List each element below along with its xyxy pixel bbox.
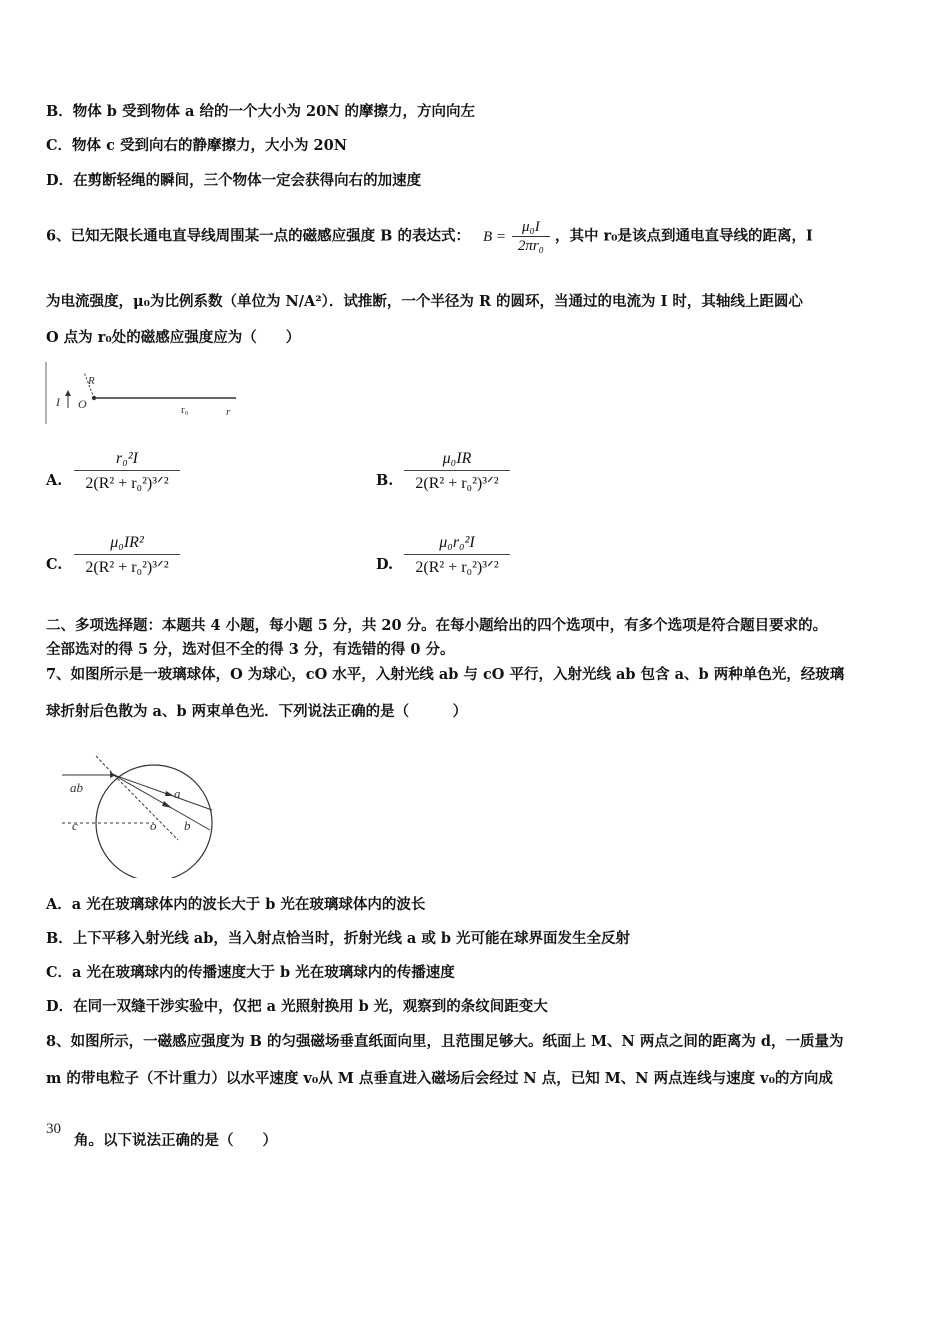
q6-formula-numerator: μ₀I — [512, 218, 550, 237]
q6-stem-part2: ，其中 r₀是该点到通电直导线的距离，I — [554, 227, 813, 245]
q7-fig-normal-line — [114, 775, 178, 840]
q6-fig-arrowhead — [65, 390, 71, 396]
q6-option-b-den: 2(R² + r₀²)³ᐟ² — [415, 475, 499, 492]
q7-option-c: C．a 光在玻璃球内的传播速度大于 b 光在玻璃球内的传播速度 — [46, 964, 455, 981]
q6-option-d-label: D. — [376, 556, 394, 573]
q6-option-a-num: r₀²I — [74, 450, 180, 471]
q6-option-d-formula — [404, 534, 510, 577]
q6-stem-line2: 为电流强度，μ₀为比例系数（单位为 N/A²）．试推断，一个半径为 R 的圆环，当通过的电流为 I 时，其轴线上距圆心 — [46, 293, 803, 310]
q7-fig-label-c: c — [72, 818, 78, 833]
q7-fig-normal-ext — [96, 756, 114, 775]
q6-fig-label-I: I — [56, 395, 60, 409]
q6-stem-line3: O 点为 r₀处的磁感应强度应为（ ） — [46, 329, 301, 346]
section2-line1: 二、多项选择题：本题共 4 小题，每小题 5 分，共 20 分。在每小题给出的四个选项中，有多个选项是符合题目要求的。 — [46, 617, 828, 634]
q6-option-b-label: B. — [376, 472, 394, 489]
q6-stem-line1 — [46, 218, 813, 255]
q6-option-a-den: 2(R² + r₀²)³ᐟ² — [85, 475, 169, 492]
q6-option-d-den: 2(R² + r₀²)³ᐟ² — [415, 559, 499, 576]
q6-option-c-num: μ₀IR² — [74, 534, 180, 555]
q6-formula-denominator: 2πr₀ — [517, 238, 544, 254]
q7-stem-line1: 7、如图所示是一玻璃球体，O 为球心，cO 水平，入射光线 ab 与 cO 平行，入射光线 ab 包含 a、b 两种单色光，经玻璃 — [46, 666, 845, 683]
q5-option-d: D．在剪断轻绳的瞬间，三个物体一定会获得向右的加速度 — [46, 172, 422, 189]
q6-figure — [44, 360, 244, 426]
q6-fig-label-R: R — [88, 375, 95, 387]
q7-fig-label-a: a — [174, 786, 181, 801]
q6-stem-part1: 6、已知无限长通电直导线周围某一点的磁感应强度 B 的表达式： — [46, 227, 470, 245]
section2-line2: 全部选对的得 5 分，选对但不全的得 3 分，有选错的得 0 分。 — [46, 641, 455, 658]
q6-fig-label-r0: r₀ — [181, 404, 189, 416]
q5-option-b: B．物体 b 受到物体 a 给的一个大小为 20N 的摩擦力，方向向左 — [46, 103, 476, 120]
q7-fig-label-b: b — [184, 818, 191, 833]
q7-fig-label-ab: ab — [70, 780, 83, 795]
q7-figure — [58, 748, 228, 878]
q7-option-a: A．a 光在玻璃球体内的波长大于 b 光在玻璃球体内的波长 — [46, 896, 426, 913]
q6-option-d-num: μ₀r₀²I — [404, 534, 510, 555]
q6-option-b-num: μ₀IR — [404, 450, 510, 471]
q6-option-c-label: C. — [46, 556, 63, 573]
q6-formula — [483, 218, 550, 255]
q8-stem-line2: m 的带电粒子（不计重力）以水平速度 v₀从 M 点垂直进入磁场后会经过 N 点，已知 M、N 两点连线与速度 v₀的方向成 — [46, 1070, 833, 1087]
q7-option-d: D．在同一双缝干涉实验中，仅把 a 光照射换用 b 光，观察到的条纹间距变大 — [46, 998, 548, 1015]
q6-option-a-label: A. — [46, 472, 63, 489]
q8-angle: 30 — [46, 1121, 61, 1137]
q7-fig-label-o: o — [150, 818, 157, 833]
q6-formula-lhs: B = — [483, 228, 507, 245]
q5-option-c: C．物体 c 受到向右的静摩擦力，大小为 20N — [46, 137, 347, 154]
q6-fig-label-r: r — [226, 406, 231, 418]
q7-fig-ray-a-arrow — [165, 791, 174, 796]
q8-stem-line1: 8、如图所示，一磁感应强度为 B 的匀强磁场垂直纸面向里，且范围足够大。纸面上 M、N 两点之间的距离为 d，一质量为 — [46, 1033, 844, 1050]
q6-option-b-formula — [404, 450, 510, 493]
q6-option-a-formula — [74, 450, 180, 493]
q6-option-c-formula — [74, 534, 180, 577]
q7-fig-ray-b-arrow — [162, 801, 172, 808]
q6-fig-label-O: O — [78, 397, 87, 411]
q7-stem-line2: 球折射后色散为 a、b 两束单色光．下列说法正确的是（ ） — [46, 703, 468, 720]
q6-option-c-den: 2(R² + r₀²)³ᐟ² — [85, 559, 169, 576]
q7-option-b: B．上下平移入射光线 ab，当入射点恰当时，折射光线 a 或 b 光可能在球界面发生全反射 — [46, 930, 631, 947]
q8-stem-line3: 角。以下说法正确的是（ ） — [74, 1132, 277, 1149]
